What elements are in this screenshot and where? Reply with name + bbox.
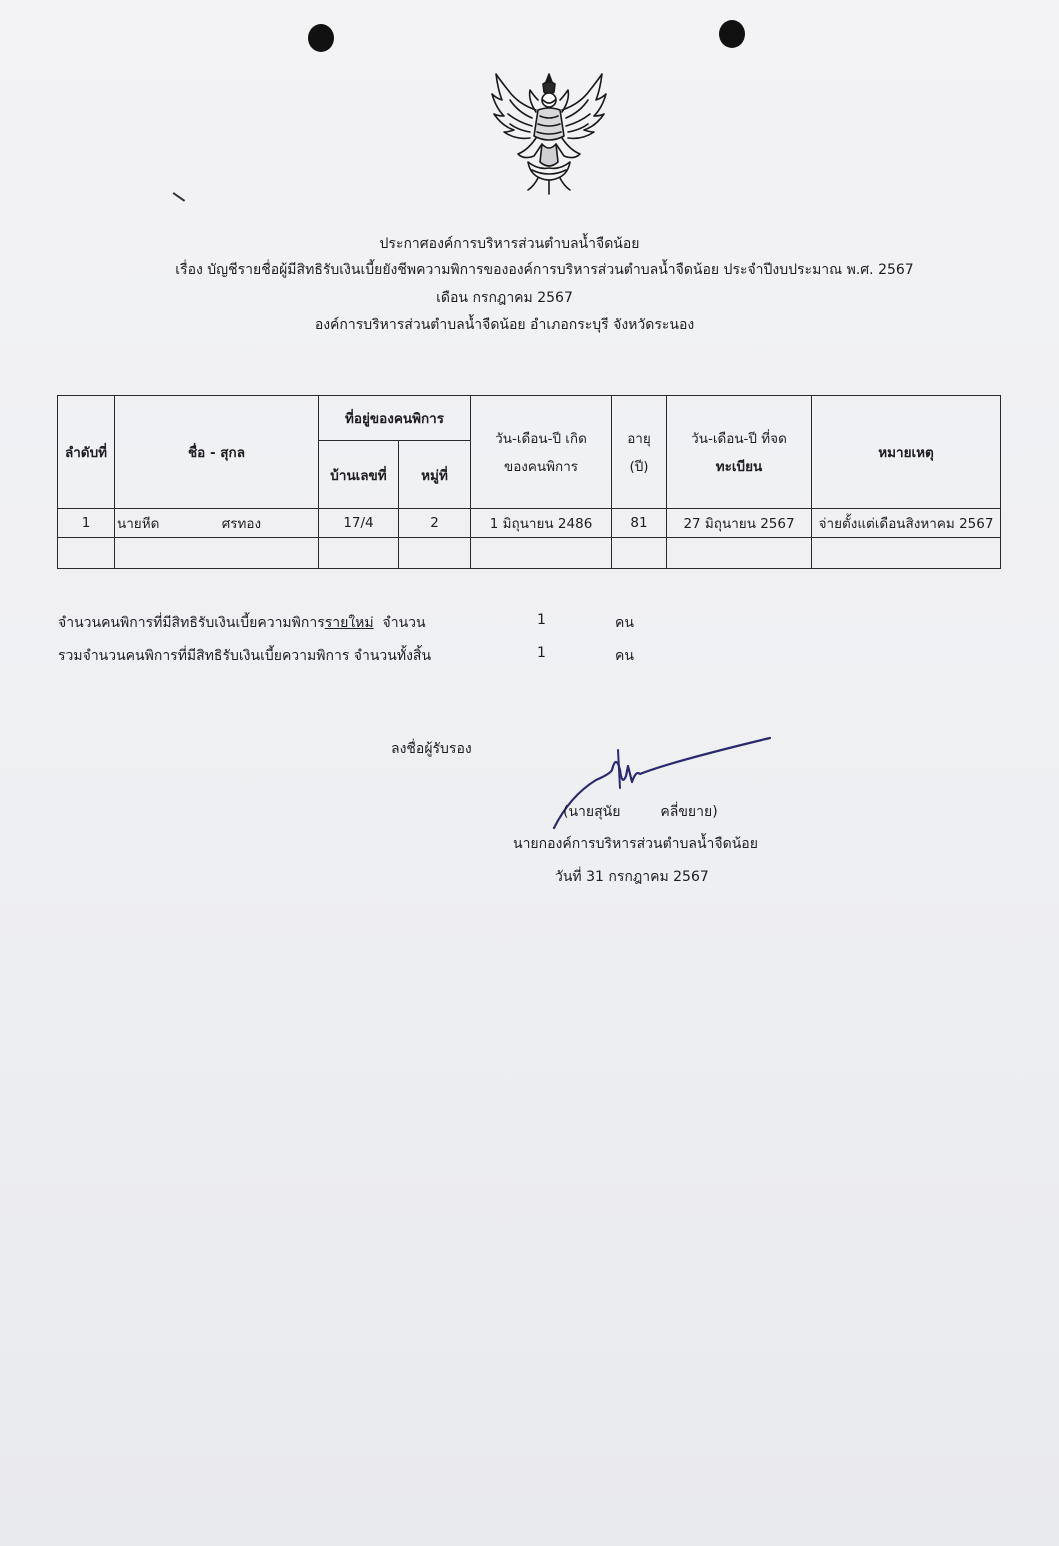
signature-date: วันที่ 31 กรกฎาคม 2567: [555, 869, 709, 885]
signer-last-name: คลี่ขยาย): [660, 804, 718, 820]
header-age: [612, 396, 667, 509]
summary-total-count: 1: [537, 645, 546, 661]
cell-remark: จ่ายตั้งแต่เดือนสิงหาคม 2567: [812, 509, 1001, 538]
header-age-line1: อายุ: [627, 431, 651, 447]
header-remark: หมายเหตุ: [812, 396, 1001, 509]
summary-total-unit: คน: [615, 648, 634, 664]
header-moo: หมู่ที่: [399, 441, 471, 509]
cell-no: 1: [58, 509, 115, 538]
cell-surname: ศรทอง: [221, 516, 262, 532]
announcement-month: เดือน กรกฎาคม 2567: [436, 290, 573, 306]
header-no: ลำดับที่: [58, 396, 115, 509]
cell-registration-date: 27 มิถุนายน 2567: [667, 509, 812, 538]
summary-new-underlined: รายใหม่: [324, 615, 374, 631]
table-row-empty: [58, 538, 1001, 569]
cell-age: 81: [612, 509, 667, 538]
garuda-emblem-icon: [488, 70, 610, 198]
summary-new-unit: คน: [615, 615, 634, 631]
announcement-organization: องค์การบริหารส่วนตำบลน้ำจืดน้อย อำเภอกระบุรี จังหวัดระนอง: [314, 317, 695, 333]
summary-new-prefix: จำนวนคนพิการที่มีสิทธิรับเงินเบี้ยความพิการ: [58, 615, 325, 631]
header-registration-date: [667, 396, 812, 509]
cell-name: [115, 509, 319, 538]
header-birth-line2: ของคนพิการ: [503, 459, 579, 475]
punch-hole-left: [308, 24, 334, 52]
beneficiary-table: [57, 395, 1001, 569]
punch-hole-right: [719, 20, 745, 48]
header-reg-line2: ทะเบียน: [715, 459, 763, 475]
summary-new-label: [58, 612, 426, 634]
summary-new-count: 1: [537, 612, 546, 628]
signer-position: นายกองค์การบริหารส่วนตำบลน้ำจืดน้อย: [513, 836, 758, 852]
header-address: ที่อยู่ของคนพิการ: [319, 396, 471, 441]
cell-birth-date: 1 มิถุนายน 2486: [471, 509, 612, 538]
header-name: ชื่อ - สุกล: [115, 396, 319, 509]
cell-house-no: 17/4: [319, 509, 399, 538]
header-birth-line1: วัน-เดือน-ปี เกิด: [495, 431, 587, 447]
header-house-no: บ้านเลขที่: [319, 441, 399, 509]
signer-name: [563, 801, 718, 823]
stray-mark: [173, 192, 185, 201]
announcement-title: ประกาศองค์การบริหารส่วนตำบลน้ำจืดน้อย: [379, 236, 640, 252]
cell-first-name: นายหีด: [117, 516, 160, 532]
header-age-line2: (ปี): [629, 459, 649, 475]
announcement-subject: เรื่อง บัญชีรายชื่อผู้มีสิทธิรับเงินเบี้ยยังชีพความพิการขององค์การบริหารส่วนตำบลน้ำจืดน้อย ประจำปีงบประมาณ พ.ศ. 2567: [175, 262, 914, 278]
header-reg-line1: วัน-เดือน-ปี ที่จด: [691, 431, 787, 447]
summary-new-suffix: จำนวน: [382, 615, 426, 631]
table-row: [58, 509, 1001, 538]
signer-first-name: (นายสุนัย: [563, 804, 621, 820]
table-header-row: [58, 396, 1001, 441]
cell-moo: 2: [399, 509, 471, 538]
handwritten-signature: [540, 730, 780, 840]
header-birth-date: [471, 396, 612, 509]
signature-label: ลงชื่อผู้รับรอง: [391, 741, 472, 757]
summary-total-label: รวมจำนวนคนพิการที่มีสิทธิรับเงินเบี้ยความพิการ จำนวนทั้งสิ้น: [58, 648, 432, 664]
